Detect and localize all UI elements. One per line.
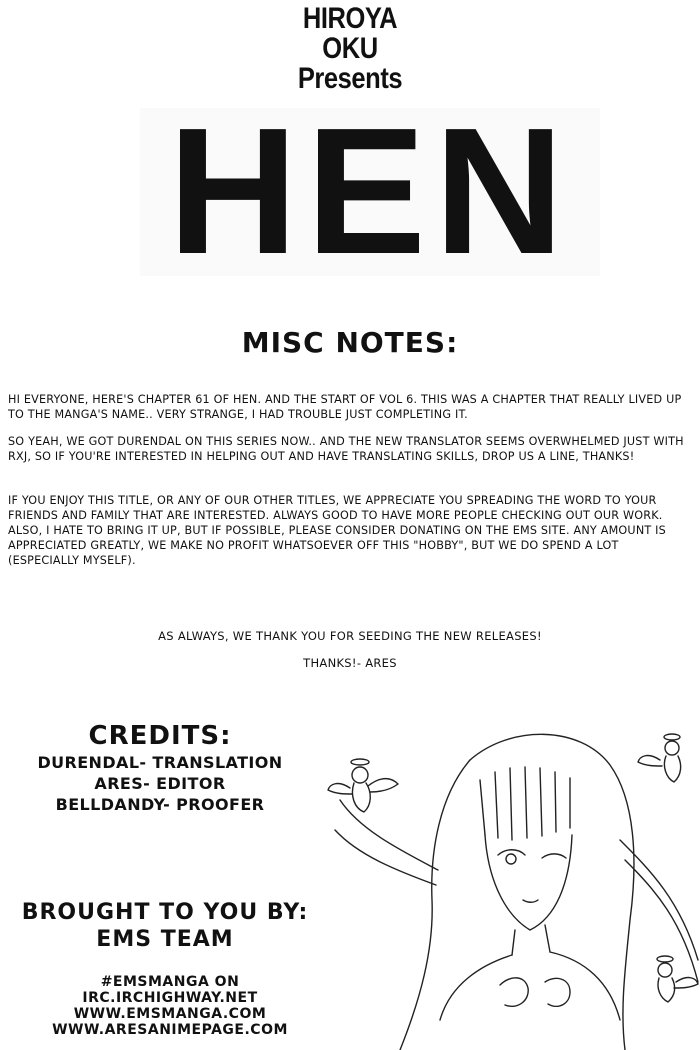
credit-line: DURENDAL- TRANSLATION [37, 753, 283, 772]
signoff: THANKS!- ARES [303, 656, 397, 670]
brought-to-you-block [0, 900, 330, 954]
website-link: WWW.ARESANIMEPAGE.COM [52, 1022, 288, 1038]
links-block [10, 974, 330, 1038]
presents-label: Presents [297, 62, 403, 95]
misc-notes-heading: MISC NOTES: [241, 326, 459, 359]
series-title: HEN [167, 91, 573, 292]
author-last-name: OKU [322, 32, 378, 65]
irc-channel: #EMSMANGA ON [100, 974, 240, 990]
credit-line: BELLDANDY- PROOFER [55, 795, 265, 814]
seeding-thanks: AS ALWAYS, WE THANK YOU FOR SEEDING THE NEW RELEASES! [158, 629, 542, 643]
author-first-name: HIROYA [302, 2, 398, 35]
title-panel [140, 91, 600, 292]
character-illustration [320, 720, 700, 1050]
credits-heading: CREDITS: [88, 721, 232, 751]
credits-block [30, 720, 290, 815]
notes-paragraph: HI EVERYONE, HERE'S CHAPTER 61 OF HEN. AND THE START OF VOL 6. THIS WAS A CHAPTER THAT REALLY LIVED UP TO THE MANGA'S NAME.. VERY STRANGE, I HAD TROUBLE JUST COMPLETING IT. [8, 393, 682, 421]
brought-to-you-heading: BROUGHT TO YOU BY: [21, 900, 309, 925]
website-link: WWW.EMSMANGA.COM [73, 1006, 267, 1022]
notes-paragraph: SO YEAH, WE GOT DURENDAL ON THIS SERIES NOW.. AND THE NEW TRANSLATOR SEEMS OVERWHELMED JUST WITH RXJ, SO IF YOU'RE INTERESTED IN HELPING OUT AND HAVE TRANSLATING SKILLS, DROP US A LINE, THANKS! [8, 435, 684, 463]
team-name: EMS TEAM [96, 927, 234, 952]
credit-line: ARES- EDITOR [94, 774, 226, 793]
notes-paragraph: IF YOU ENJOY THIS TITLE, OR ANY OF OUR OTHER TITLES, WE APPRECIATE YOU SPREADING THE WORD TO YOUR FRIENDS AND FAMILY THAT ARE INTERESTED. ALWAYS GOOD TO HAVE MORE PEOPLE CHECKING OUT OUR WORK. ALSO, I HATE TO BRING IT UP, BUT IF POSSIBLE, PLEASE CONSIDER DONATING ON THE EMS SITE. ANY AMOUNT IS APPRECIATED GREATLY, WE MAKE NO PROFIT WHATSOEVER OFF THIS "HOBBY", BUT WE DO SPEND A LOT (ESPECIALLY MYSELF). [8, 494, 666, 567]
author-presents-block [53, 4, 648, 94]
irc-server: IRC.IRCHIGHWAY.NET [82, 990, 258, 1006]
